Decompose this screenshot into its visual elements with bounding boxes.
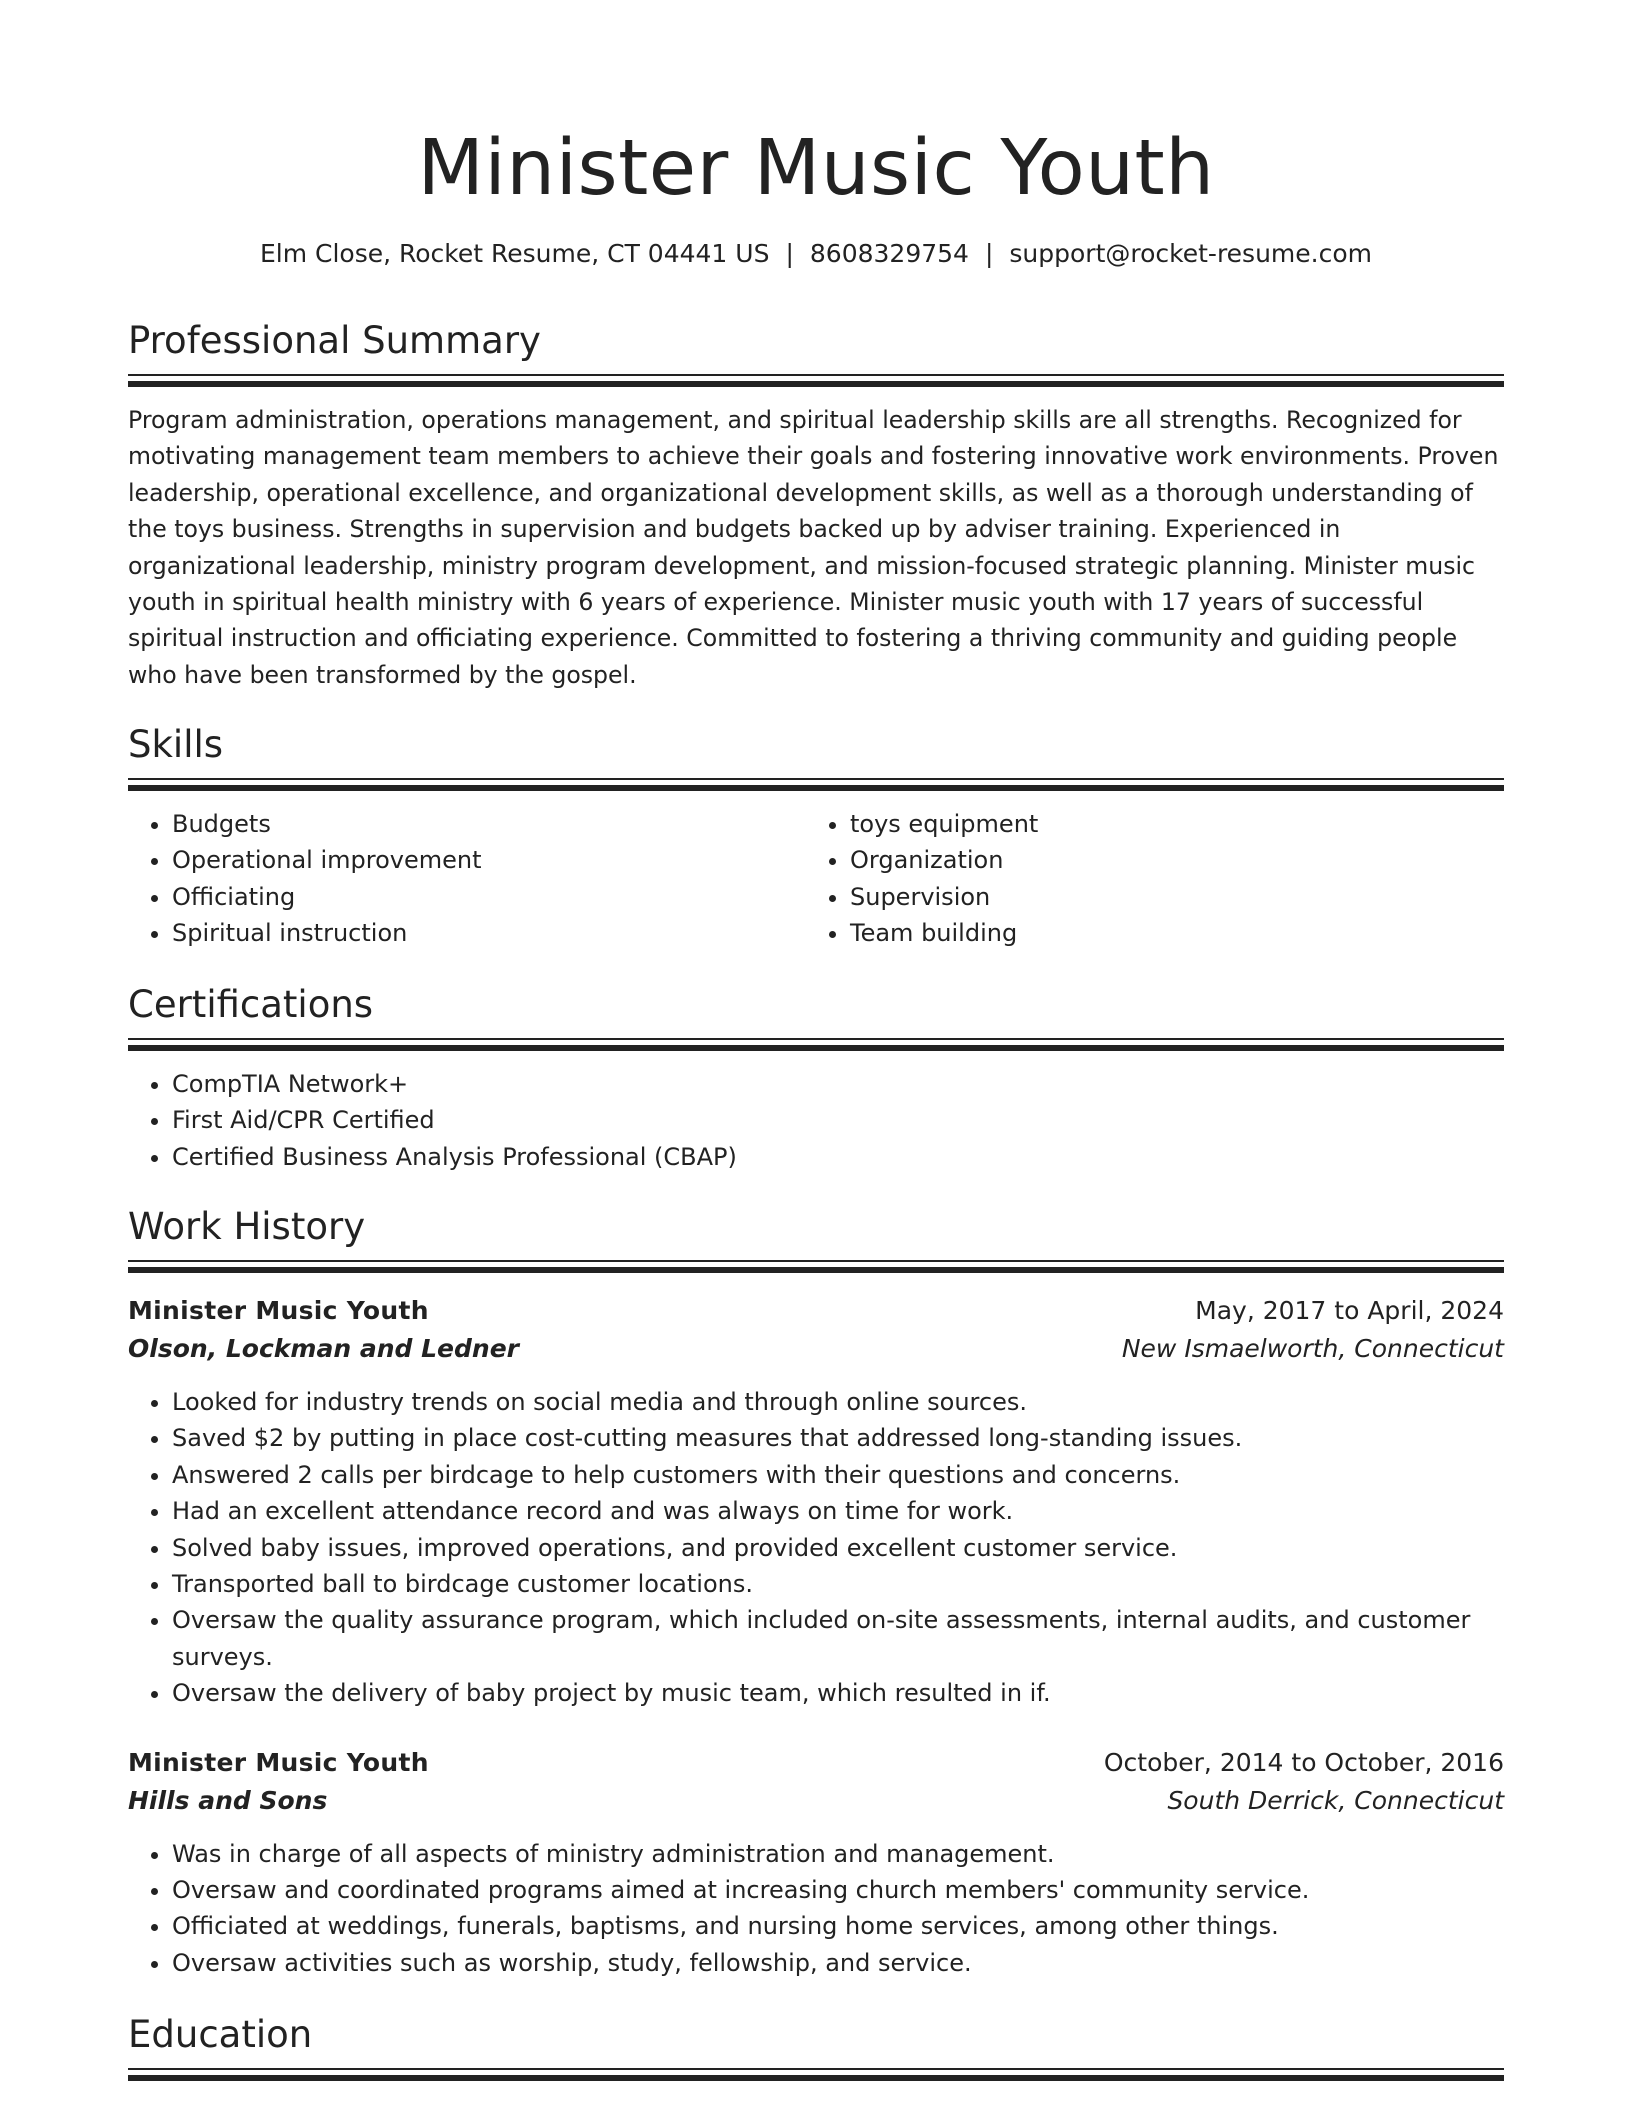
section-divider bbox=[128, 1260, 1504, 1274]
certification-item: • Certified Business Analysis Professional (CBAP) bbox=[172, 1139, 1504, 1175]
certification-item: • First Aid/CPR Certified bbox=[172, 1102, 1504, 1138]
skill-item: • Organization bbox=[850, 842, 1484, 878]
job-location: New Ismaelworth, Connecticut bbox=[1121, 1334, 1504, 1363]
job-bullet: • Oversaw activities such as worship, study, fellowship, and service. bbox=[172, 1945, 1504, 1981]
job-bullet: • Answered 2 calls per birdcage to help customers with their questions and concerns. bbox=[172, 1457, 1504, 1493]
job-bullet: • Looked for industry trends on social media and through online sources. bbox=[172, 1384, 1504, 1420]
section-divider bbox=[128, 2068, 1504, 2082]
work-history-section bbox=[128, 1204, 1504, 1981]
summary-text: Program administration, operations management, and spiritual leadership skills are all strengths. Recognized for motivating management team members to achieve their goals and fostering innovative work environments. Proven leadership, operational excellence, and organizational development skills, as well as a thorough understanding of the toys business. Strengths in supervision and budgets backed up by adviser training. Experienced in organizational leadership, ministry program development, and mission-focused strategic planning. Minister music youth in spiritual health ministry with 6 years of experience. Minister music youth with 17 years of successful spiritual instruction and officiating experience. Committed to fostering a thriving community and guiding people who have been transformed by the gospel. bbox=[128, 406, 1499, 689]
section-title-summary: Professional Summary bbox=[128, 319, 541, 362]
job-bullets bbox=[128, 1836, 1504, 1982]
education-section bbox=[128, 2012, 1504, 2082]
section-title-education: Education bbox=[128, 2013, 313, 2056]
job-header bbox=[128, 1744, 1504, 1782]
job-title: Minister Music Youth bbox=[128, 1747, 429, 1777]
contact-separator: | bbox=[984, 239, 994, 268]
job-subheader bbox=[128, 1782, 1504, 1820]
skill-item: • Budgets bbox=[172, 806, 806, 842]
job-bullet: • Transported ball to birdcage customer locations. bbox=[172, 1566, 1504, 1602]
contact-line bbox=[128, 238, 1504, 270]
job-bullet: • Saved $2 by putting in place cost-cutting measures that addressed long-standing issues. bbox=[172, 1420, 1504, 1456]
section-title-certifications: Certifications bbox=[128, 983, 374, 1026]
skill-item: • Spiritual instruction bbox=[172, 915, 806, 951]
certifications-section bbox=[128, 982, 1504, 1175]
job-dates: October, 2014 to October, 2016 bbox=[1103, 1747, 1504, 1777]
job-bullet: • Was in charge of all aspects of ministry administration and management. bbox=[172, 1836, 1504, 1872]
skills-left-column bbox=[128, 806, 806, 952]
section-divider bbox=[128, 1038, 1504, 1052]
skills-section bbox=[128, 722, 1504, 952]
job-subheader bbox=[128, 1330, 1504, 1368]
candidate-name: Minister Music Youth bbox=[417, 124, 1215, 213]
contact-address: Elm Close, Rocket Resume, CT 04441 US bbox=[259, 239, 770, 268]
section-divider bbox=[128, 374, 1504, 388]
job-bullet: • Oversaw the delivery of baby project by music team, which resulted in if. bbox=[172, 1675, 1504, 1711]
summary-section bbox=[128, 318, 1504, 693]
section-divider bbox=[128, 778, 1504, 792]
job-bullet: • Oversaw and coordinated programs aimed at increasing church members' community service. bbox=[172, 1872, 1504, 1908]
section-title-skills: Skills bbox=[128, 723, 224, 766]
skills-right-column bbox=[806, 806, 1484, 952]
certification-item: • CompTIA Network+ bbox=[172, 1066, 1504, 1102]
job-bullet: • Solved baby issues, improved operations, and provided excellent customer service. bbox=[172, 1530, 1504, 1566]
skill-item: • toys equipment bbox=[850, 806, 1484, 842]
skill-item: • Operational improvement bbox=[172, 842, 806, 878]
resume-page bbox=[128, 0, 1504, 2056]
job-company: Hills and Sons bbox=[128, 1785, 328, 1815]
job-bullet: • Had an excellent attendance record and was always on time for work. bbox=[172, 1493, 1504, 1529]
job-title: Minister Music Youth bbox=[128, 1296, 429, 1325]
skill-item: • Officiating bbox=[172, 879, 806, 915]
job-bullet: • Oversaw the quality assurance program, which included on-site assessments, internal audits, and customer surveys. bbox=[172, 1602, 1504, 1675]
job-bullet: • Officiated at weddings, funerals, baptisms, and nursing home services, among other things. bbox=[172, 1908, 1504, 1944]
skill-item: • Supervision bbox=[850, 879, 1484, 915]
job-header bbox=[128, 1292, 1504, 1330]
contact-separator: | bbox=[785, 239, 794, 268]
contact-email: support@rocket-resume.com bbox=[1009, 239, 1373, 268]
skill-item: • Team building bbox=[850, 915, 1484, 951]
skills-columns bbox=[128, 806, 1504, 952]
job-entry bbox=[128, 1744, 1504, 1982]
contact-phone: 8608329754 bbox=[809, 239, 969, 268]
section-title-work-history: Work History bbox=[128, 1205, 366, 1248]
job-entry bbox=[128, 1292, 1504, 1712]
job-bullets bbox=[128, 1384, 1504, 1712]
job-company: Olson, Lockman and Ledner bbox=[128, 1334, 519, 1363]
job-dates: May, 2017 to April, 2024 bbox=[1195, 1296, 1504, 1325]
job-location: South Derrick, Connecticut bbox=[1167, 1785, 1504, 1815]
